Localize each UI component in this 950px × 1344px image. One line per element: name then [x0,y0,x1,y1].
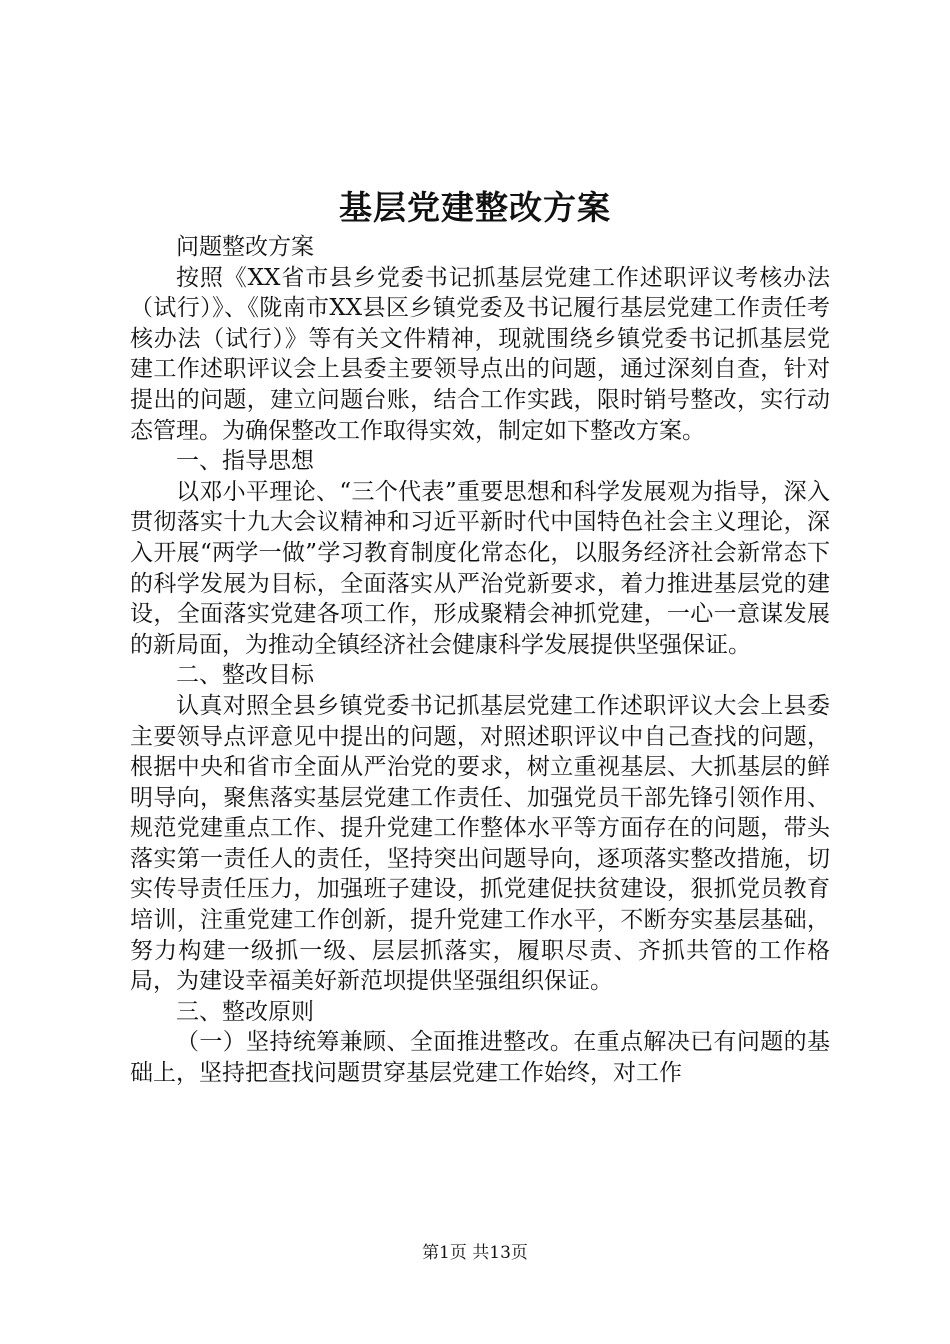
section-heading-rectification-principles: 三、整改原则 [176,998,314,1025]
section-heading-rectification-goals: 二、整改目标 [176,662,314,689]
paragraph-guiding-ideology: 以邓小平理论、“三个代表”重要思想和科学发展观为指导，深入贯彻落实十九大会议精神和习近平新时代中国特色社会主义理论，深入开展“两学一做”学习教育制度化常态化，以服务经济社会新常态下的科学发展为目标，全面落实从严治党新要求，着力推进基层党的建设，全面落实党建各项工作，形成聚精会神抓党建，一心一意谋发展的新局面，为推动全镇经济社会健康科学发展提供坚强保证。 [130,478,830,658]
section-heading-guiding-ideology: 一、指导思想 [176,448,314,475]
page-footer: 第1页 共13页 [422,1243,528,1263]
paragraph-principle-one: （一）坚持统筹兼顾、全面推进整改。在重点解决已有问题的基础上，坚持把查找问题贯穿基层党建工作始终，对工作 [130,1029,830,1087]
paragraph-intro: 按照《XX省市县乡党委书记抓基层党建工作述职评议考核办法（试行）》、《陇南市XX县区乡镇党委及书记履行基层党建工作责任考核办法（试行）》等有关文件精神，现就围绕乡镇党委书记抓基层党建工作述职评议会上县委主要领导点出的问题，通过深刻自查，针对提出的问题，建立问题台账，结合工作实践，限时销号整改，实行动态管理。为确保整改工作取得实效，制定如下整改方案。 [130,264,830,444]
document-title: 基层党建整改方案 [339,188,611,227]
paragraph-subtitle: 问题整改方案 [176,234,314,260]
document-body [130,232,830,1089]
paragraph-rectification-goals: 认真对照全县乡镇党委书记抓基层党建工作述职评议大会上县委主要领导点评意见中提出的问题，对照述职评议中自己查找的问题，根据中央和省市全面从严治党的要求，树立重视基层、大抓基层的鲜明导向，聚焦落实基层党建工作责任、加强党员干部先锋引领作用、规范党建重点工作、提升党建工作整体水平等方面存在的问题，带头落实第一责任人的责任，坚持突出问题导向，逐项落实整改措施，切实传导责任压力，加强班子建设，抓党建促扶贫建设，狠抓党员教育培训，注重党建工作创新，提升党建工作水平，不断夯实基层基础，努力构建一级抓一级、层层抓落实，履职尽责、齐抓共管的工作格局，为建设幸福美好新范坝提供坚强组织保证。 [130,692,830,995]
